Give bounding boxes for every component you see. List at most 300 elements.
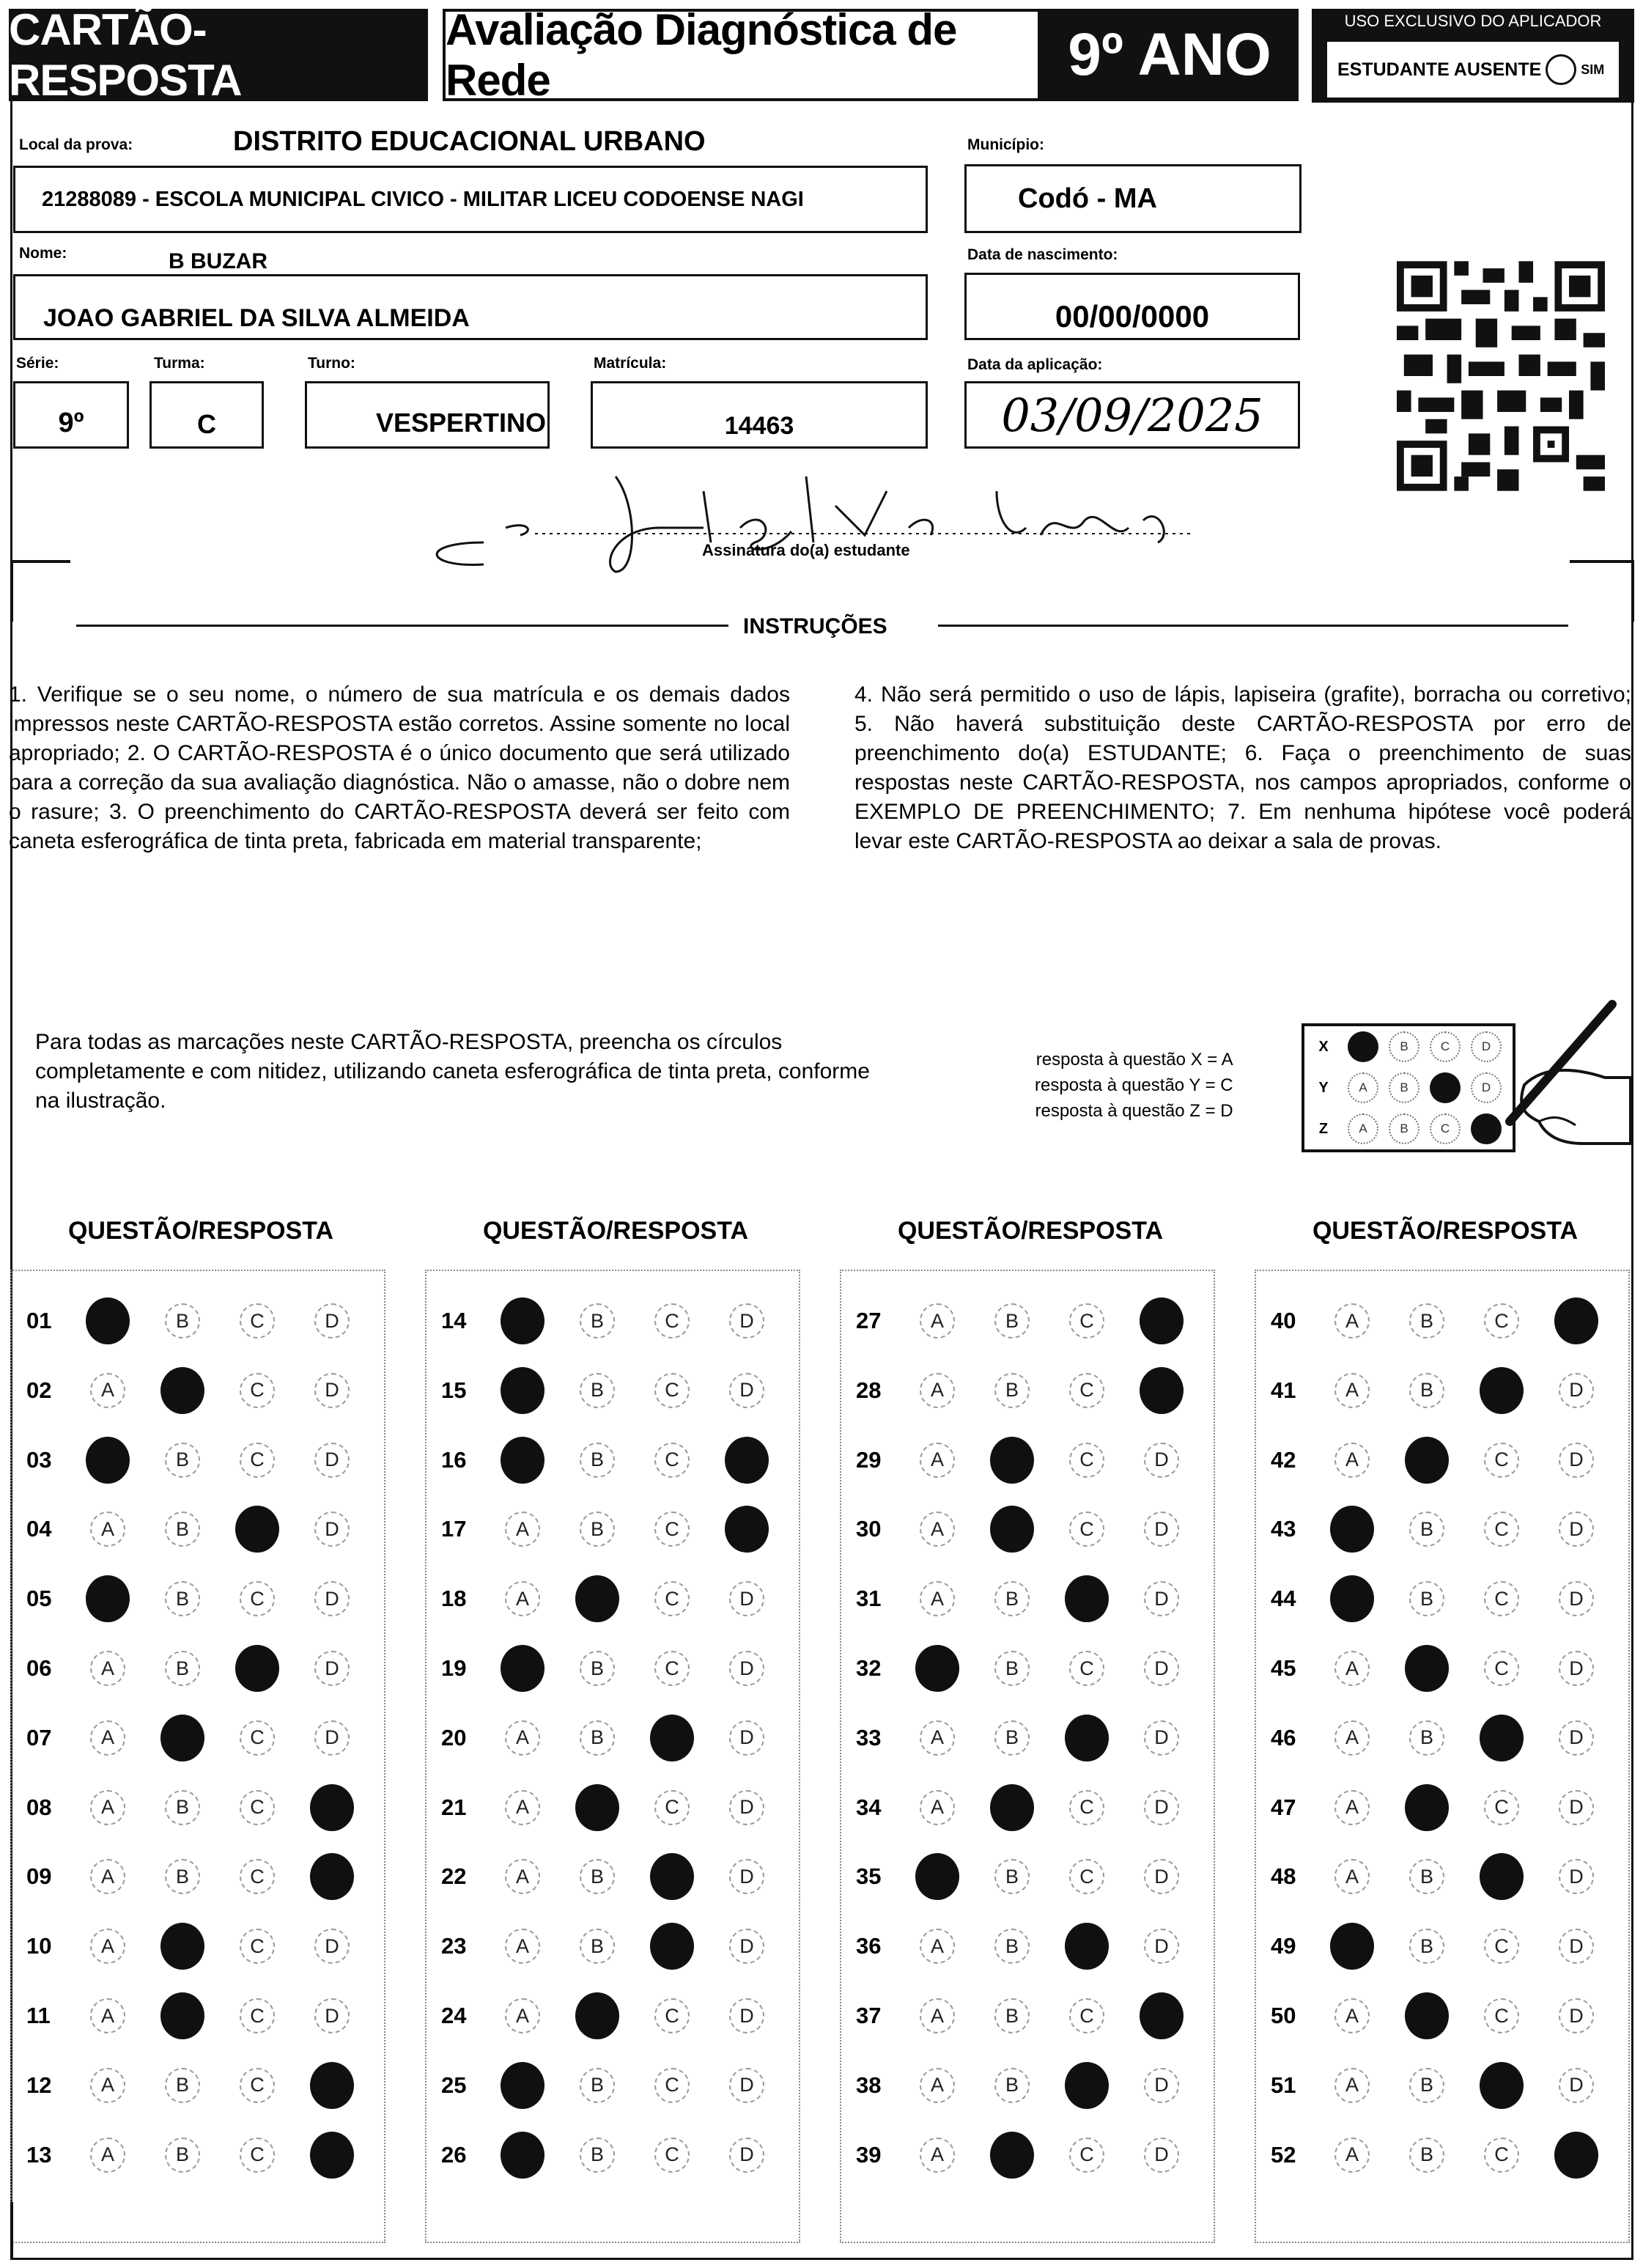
question-number: 08 xyxy=(26,1794,52,1820)
question-number: 03 xyxy=(26,1446,52,1473)
answer-bubble-b[interactable]: B xyxy=(1409,1581,1444,1616)
answer-bubble-b[interactable]: B xyxy=(580,1512,615,1547)
question-number: 44 xyxy=(1271,1586,1296,1612)
answer-bubble-a[interactable]: A xyxy=(1334,1720,1370,1756)
nome-field: JOAO GABRIEL DA SILVA ALMEIDA xyxy=(13,274,928,340)
answer-bubble-d[interactable]: D xyxy=(1144,1581,1179,1616)
absent-label: ESTUDANTE AUSENTE xyxy=(1337,59,1542,80)
answer-bubble-b[interactable]: B xyxy=(165,1651,200,1686)
answer-bubble-d[interactable]: D xyxy=(729,1859,764,1894)
answer-row xyxy=(441,1440,784,1481)
answer-bubble-d[interactable]: D xyxy=(1559,1859,1594,1894)
answer-bubble-d[interactable]: D xyxy=(729,1303,764,1339)
answer-bubble-c[interactable]: C xyxy=(240,1443,275,1478)
answer-bubble-c[interactable] xyxy=(1480,1715,1524,1761)
answer-bubble-a[interactable]: A xyxy=(90,1929,125,1964)
example-line-z: resposta à questão Z = D xyxy=(1035,1101,1233,1121)
answer-bubble-d[interactable]: D xyxy=(314,1581,350,1616)
answer-bubble-c[interactable] xyxy=(1065,1715,1109,1761)
example-bubble: D xyxy=(1471,1072,1502,1103)
answer-bubble-b[interactable] xyxy=(575,1575,619,1622)
question-number: 48 xyxy=(1271,1863,1296,1890)
answer-bubble-c[interactable]: C xyxy=(654,1443,690,1478)
answer-bubble-c[interactable]: C xyxy=(240,2138,275,2173)
question-number: 14 xyxy=(441,1308,467,1333)
answer-bubble-a[interactable]: A xyxy=(1334,1373,1370,1408)
answers-column-header: QUESTÃO/RESPOSTA xyxy=(67,1217,334,1245)
answer-row xyxy=(441,1370,784,1411)
answer-row xyxy=(441,1717,784,1759)
answer-row xyxy=(856,1856,1199,1897)
answer-bubble-d[interactable]: D xyxy=(729,1581,764,1616)
answer-bubble-b[interactable]: B xyxy=(165,1581,200,1616)
answer-bubble-b[interactable]: B xyxy=(165,1790,200,1825)
answer-row xyxy=(1271,1926,1614,1967)
question-number: 01 xyxy=(26,1308,52,1333)
answer-bubble-d[interactable]: D xyxy=(1144,1651,1179,1686)
question-number: 38 xyxy=(856,2072,882,2098)
answer-bubble-a[interactable]: A xyxy=(90,1512,125,1547)
answer-bubble-b[interactable]: B xyxy=(580,1859,615,1894)
answer-bubble-a[interactable]: A xyxy=(920,1998,955,2033)
answer-bubble-d[interactable] xyxy=(1140,1297,1184,1344)
answer-bubble-d[interactable]: D xyxy=(1559,1512,1594,1547)
answer-bubble-a[interactable] xyxy=(915,1645,959,1692)
answer-row xyxy=(1271,1995,1614,2036)
answer-bubble-a[interactable]: A xyxy=(505,1998,540,2033)
nome-label: Nome: xyxy=(19,245,67,262)
answer-row xyxy=(1271,1509,1614,1550)
answer-bubble-d[interactable]: D xyxy=(314,1929,350,1964)
answer-bubble-d[interactable]: D xyxy=(729,2068,764,2103)
answer-bubble-d[interactable]: D xyxy=(1559,1651,1594,1686)
answer-bubble-a[interactable]: A xyxy=(505,1512,540,1547)
answer-bubble-a[interactable]: A xyxy=(90,1859,125,1894)
answer-bubble-c[interactable]: C xyxy=(240,2068,275,2103)
question-number: 37 xyxy=(856,2003,882,2028)
answer-bubble-a[interactable]: A xyxy=(1334,1443,1370,1478)
answer-row xyxy=(441,1578,784,1619)
answer-bubble-c[interactable]: C xyxy=(654,2138,690,2173)
answer-row xyxy=(1271,2135,1614,2176)
answer-row xyxy=(1271,1717,1614,1759)
answer-bubble-a[interactable] xyxy=(1330,1575,1374,1622)
answer-bubble-a[interactable] xyxy=(501,1645,544,1692)
answer-row xyxy=(26,1787,369,1828)
answer-bubble-d[interactable]: D xyxy=(1559,1790,1594,1825)
answer-bubble-b[interactable] xyxy=(1405,1784,1449,1831)
answer-bubble-b[interactable]: B xyxy=(1409,2068,1444,2103)
answer-bubble-c[interactable] xyxy=(1065,2062,1109,2109)
answer-bubble-a[interactable] xyxy=(86,1297,130,1344)
answer-bubble-d[interactable]: D xyxy=(729,1720,764,1756)
answer-row xyxy=(856,1787,1199,1828)
answer-bubble-d[interactable]: D xyxy=(1144,2138,1179,2173)
answer-bubble-b[interactable] xyxy=(160,1367,204,1414)
answer-bubble-c[interactable]: C xyxy=(1484,1581,1519,1616)
answer-bubble-c[interactable]: C xyxy=(1069,1859,1104,1894)
answer-bubble-b[interactable]: B xyxy=(1409,1929,1444,1964)
answer-bubble-a[interactable]: A xyxy=(920,1443,955,1478)
answer-row xyxy=(26,1926,369,1967)
absent-checkbox[interactable] xyxy=(1546,54,1576,85)
example-bubble: A xyxy=(1348,1113,1378,1144)
answer-row xyxy=(856,1926,1199,1967)
answer-bubble-a[interactable] xyxy=(86,1437,130,1484)
answer-bubble-c[interactable] xyxy=(650,1853,694,1900)
answer-bubble-d[interactable]: D xyxy=(1559,1581,1594,1616)
answer-bubble-b[interactable] xyxy=(575,1784,619,1831)
answer-bubble-d[interactable] xyxy=(725,1437,769,1484)
question-number: 15 xyxy=(441,1377,467,1403)
answer-row xyxy=(856,2135,1199,2176)
question-number: 05 xyxy=(26,1586,52,1612)
absent-box xyxy=(1325,40,1621,100)
answer-row xyxy=(1271,1856,1614,1897)
answer-row xyxy=(26,1717,369,1759)
answer-row xyxy=(856,1995,1199,2036)
answer-row xyxy=(441,2135,784,2176)
serie-label: Série: xyxy=(16,355,59,372)
answer-bubble-a[interactable]: A xyxy=(1334,1790,1370,1825)
answer-bubble-c[interactable]: C xyxy=(654,1790,690,1825)
answer-bubble-b[interactable]: B xyxy=(165,1303,200,1339)
answer-bubble-c[interactable]: C xyxy=(1484,1929,1519,1964)
answer-bubble-c[interactable] xyxy=(1480,2062,1524,2109)
answer-bubble-b[interactable] xyxy=(990,1784,1034,1831)
answer-bubble-d[interactable]: D xyxy=(314,1720,350,1756)
answer-bubble-c[interactable]: C xyxy=(654,1581,690,1616)
answer-bubble-a[interactable]: A xyxy=(1334,2068,1370,2103)
answer-bubble-b[interactable]: B xyxy=(1409,1512,1444,1547)
answer-row xyxy=(441,2065,784,2106)
answer-bubble-c[interactable] xyxy=(1065,1923,1109,1970)
answer-bubble-c[interactable]: C xyxy=(654,1373,690,1408)
answer-bubble-c[interactable]: C xyxy=(1484,1303,1519,1339)
question-number: 52 xyxy=(1271,2141,1296,2168)
grade-badge: 9º ANO xyxy=(1041,9,1299,101)
answer-bubble-d[interactable]: D xyxy=(1144,2068,1179,2103)
answer-bubble-c[interactable]: C xyxy=(240,1720,275,1756)
answer-bubble-a[interactable]: A xyxy=(920,1581,955,1616)
answer-bubble-d[interactable]: D xyxy=(729,2138,764,2173)
answer-bubble-a[interactable]: A xyxy=(1334,1651,1370,1686)
answer-bubble-c[interactable]: C xyxy=(1484,2138,1519,2173)
answer-bubble-b[interactable]: B xyxy=(580,1443,615,1478)
answer-row xyxy=(856,1648,1199,1689)
answer-bubble-d[interactable] xyxy=(310,1784,354,1831)
answer-bubble-b[interactable]: B xyxy=(580,1929,615,1964)
answer-bubble-c[interactable]: C xyxy=(1069,1998,1104,2033)
question-number: 16 xyxy=(441,1446,467,1473)
example-row-label: Z xyxy=(1318,1120,1329,1137)
answer-bubble-d[interactable]: D xyxy=(1559,2068,1594,2103)
answer-bubble-a[interactable]: A xyxy=(90,2138,125,2173)
answer-bubble-d[interactable] xyxy=(1140,1367,1184,1414)
answer-bubble-a[interactable]: A xyxy=(90,1651,125,1686)
answer-bubble-a[interactable] xyxy=(1330,1506,1374,1553)
answer-bubble-c[interactable]: C xyxy=(1484,1998,1519,2033)
answer-bubble-d[interactable]: D xyxy=(314,1651,350,1686)
answer-bubble-b[interactable] xyxy=(160,1715,204,1761)
answer-bubble-c[interactable]: C xyxy=(240,1929,275,1964)
answer-bubble-b[interactable]: B xyxy=(994,1859,1030,1894)
answer-bubble-a[interactable]: A xyxy=(505,1859,540,1894)
matricula-field: 14463 xyxy=(591,381,928,449)
answer-bubble-a[interactable]: A xyxy=(920,1373,955,1408)
answer-bubble-a[interactable]: A xyxy=(90,1998,125,2033)
local-value: DISTRITO EDUCACIONAL URBANO xyxy=(233,126,706,157)
answer-bubble-d[interactable]: D xyxy=(314,1443,350,1478)
answer-bubble-b[interactable]: B xyxy=(1409,1373,1444,1408)
answer-row xyxy=(26,1509,369,1550)
example-bubble xyxy=(1348,1031,1378,1062)
answer-bubble-c[interactable]: C xyxy=(240,1303,275,1339)
answer-bubble-b[interactable]: B xyxy=(580,2138,615,2173)
answer-bubble-c[interactable] xyxy=(235,1645,279,1692)
answer-bubble-c[interactable]: C xyxy=(240,1998,275,2033)
answer-bubble-d[interactable] xyxy=(1140,1992,1184,2039)
question-number: 26 xyxy=(441,2141,467,2168)
answer-bubble-b[interactable]: B xyxy=(165,1512,200,1547)
answer-bubble-b[interactable] xyxy=(990,2132,1034,2179)
answer-bubble-b[interactable] xyxy=(990,1437,1034,1484)
example-bubble: A xyxy=(1348,1072,1378,1103)
answer-bubble-a[interactable]: A xyxy=(920,2138,955,2173)
instr-rule-right xyxy=(938,625,1568,627)
answer-bubble-d[interactable]: D xyxy=(729,1651,764,1686)
answer-bubble-b[interactable]: B xyxy=(994,1581,1030,1616)
example-bubble: B xyxy=(1389,1113,1419,1144)
answer-bubble-a[interactable]: A xyxy=(1334,1859,1370,1894)
answer-bubble-d[interactable] xyxy=(725,1506,769,1553)
answer-bubble-c[interactable]: C xyxy=(1069,1303,1104,1339)
answer-bubble-c[interactable]: C xyxy=(1069,1790,1104,1825)
answer-bubble-d[interactable]: D xyxy=(1144,1512,1179,1547)
answer-bubble-b[interactable]: B xyxy=(994,1998,1030,2033)
answer-bubble-d[interactable]: D xyxy=(1559,1929,1594,1964)
answer-bubble-b[interactable] xyxy=(1405,1437,1449,1484)
answer-bubble-a[interactable] xyxy=(501,2062,544,2109)
answer-bubble-c[interactable] xyxy=(1480,1367,1524,1414)
answer-bubble-d[interactable]: D xyxy=(314,1512,350,1547)
answer-bubble-d[interactable]: D xyxy=(1144,1929,1179,1964)
answer-bubble-d[interactable]: D xyxy=(314,1373,350,1408)
question-number: 47 xyxy=(1271,1794,1296,1820)
question-number: 31 xyxy=(856,1586,882,1612)
answer-bubble-d[interactable]: D xyxy=(1559,1373,1594,1408)
answers-column-header: QUESTÃO/RESPOSTA xyxy=(897,1217,1164,1245)
example-bubble: C xyxy=(1430,1031,1461,1062)
answer-bubble-d[interactable]: D xyxy=(729,1998,764,2033)
answer-bubble-d[interactable]: D xyxy=(1559,1720,1594,1756)
school-field: 21288089 - ESCOLA MUNICIPAL CIVICO - MILITAR LICEU CODOENSE NAGI xyxy=(13,166,928,233)
answer-bubble-b[interactable] xyxy=(1405,1645,1449,1692)
answer-bubble-b[interactable]: B xyxy=(165,2138,200,2173)
evaluation-title: Avaliação Diagnóstica de Rede xyxy=(443,9,1041,101)
qr-code-icon xyxy=(1397,261,1605,491)
answer-bubble-c[interactable]: C xyxy=(1069,1443,1104,1478)
answer-bubble-d[interactable]: D xyxy=(1144,1443,1179,1478)
answer-bubble-b[interactable]: B xyxy=(994,1720,1030,1756)
answer-bubble-b[interactable]: B xyxy=(994,2068,1030,2103)
applicator-title: USO EXCLUSIVO DO APLICADOR xyxy=(1344,12,1602,30)
answer-row xyxy=(441,1995,784,2036)
answer-bubble-b[interactable]: B xyxy=(1409,2138,1444,2173)
answer-bubble-a[interactable]: A xyxy=(1334,2138,1370,2173)
answer-bubble-b[interactable]: B xyxy=(580,1651,615,1686)
answer-row xyxy=(441,1509,784,1550)
answer-bubble-c[interactable]: C xyxy=(654,1512,690,1547)
answer-bubble-b[interactable]: B xyxy=(165,1443,200,1478)
answer-bubble-a[interactable]: A xyxy=(90,1790,125,1825)
answer-bubble-c[interactable]: C xyxy=(240,1373,275,1408)
instructions-left: 1. Verifique se o seu nome, o número de sua matrícula e os demais dados impressos neste CARTÃO-RESPOSTA estão corretos. Assine somente no local apropriado; 2. O CARTÃO-RESPOSTA é o único documento que será utilizado para a correção da sua avaliação diagnóstica. Não o amasse, não o dobre nem o rasure; 3. O preenchimento do CARTÃO-RESPOSTA deverá ser feito com caneta esferográfica de tinta preta, fabricada em material transparente; xyxy=(9,682,790,853)
question-number: 33 xyxy=(856,1724,882,1750)
answer-bubble-d[interactable]: D xyxy=(729,1790,764,1825)
answer-bubble-b[interactable]: B xyxy=(165,2068,200,2103)
answer-bubble-a[interactable]: A xyxy=(1334,1998,1370,2033)
answer-bubble-a[interactable] xyxy=(501,1297,544,1344)
answer-bubble-b[interactable] xyxy=(990,1506,1034,1553)
answer-bubble-a[interactable]: A xyxy=(505,1581,540,1616)
answer-row xyxy=(1271,1648,1614,1689)
answer-bubble-b[interactable]: B xyxy=(1409,1720,1444,1756)
question-number: 19 xyxy=(441,1655,467,1681)
answer-bubble-a[interactable]: A xyxy=(505,1790,540,1825)
answer-bubble-c[interactable]: C xyxy=(240,1859,275,1894)
answer-bubble-b[interactable]: B xyxy=(994,1929,1030,1964)
answers-column-header: QUESTÃO/RESPOSTA xyxy=(1312,1217,1579,1245)
answer-bubble-c[interactable]: C xyxy=(1069,1373,1104,1408)
answer-bubble-b[interactable] xyxy=(160,1923,204,1970)
local-label: Local da prova: xyxy=(19,136,133,153)
answer-bubble-d[interactable] xyxy=(310,2062,354,2109)
answer-bubble-b[interactable]: B xyxy=(165,1859,200,1894)
answer-bubble-c[interactable]: C xyxy=(240,1581,275,1616)
signature-label: Assinatura do(a) estudante xyxy=(702,541,910,559)
answer-bubble-c[interactable]: C xyxy=(1069,1651,1104,1686)
nome-extra: B BUZAR xyxy=(169,249,267,273)
question-number: 50 xyxy=(1271,2003,1296,2028)
answer-row xyxy=(1271,2065,1614,2106)
aplicacao-field: 03/09/2025 xyxy=(964,381,1300,449)
absent-yes-label: SIM xyxy=(1581,62,1605,77)
answer-bubble-d[interactable] xyxy=(1554,2132,1598,2179)
turma-label: Turma: xyxy=(154,355,205,372)
answer-bubble-b[interactable]: B xyxy=(580,1303,615,1339)
answer-bubble-d[interactable]: D xyxy=(1144,1720,1179,1756)
answer-bubble-a[interactable]: A xyxy=(1334,1303,1370,1339)
answer-bubble-c[interactable] xyxy=(650,1923,694,1970)
answer-bubble-c[interactable] xyxy=(650,1715,694,1761)
answer-bubble-a[interactable]: A xyxy=(920,1512,955,1547)
answer-bubble-d[interactable]: D xyxy=(1144,1859,1179,1894)
answer-bubble-c[interactable]: C xyxy=(1069,1512,1104,1547)
example-line-x: resposta à questão X = A xyxy=(1035,1050,1233,1069)
corner-top-left xyxy=(10,560,70,622)
answer-bubble-d[interactable] xyxy=(310,1853,354,1900)
answer-row xyxy=(856,1578,1199,1619)
answer-bubble-a[interactable] xyxy=(915,1853,959,1900)
answer-bubble-b[interactable]: B xyxy=(580,1373,615,1408)
answer-bubble-a[interactable] xyxy=(86,1575,130,1622)
answer-bubble-b[interactable]: B xyxy=(1409,1303,1444,1339)
answer-bubble-a[interactable]: A xyxy=(920,1720,955,1756)
answer-row xyxy=(1271,1370,1614,1411)
answer-bubble-d[interactable]: D xyxy=(729,1929,764,1964)
answer-bubble-a[interactable]: A xyxy=(90,1373,125,1408)
answer-bubble-b[interactable]: B xyxy=(994,1651,1030,1686)
answer-bubble-d[interactable]: D xyxy=(729,1373,764,1408)
answer-bubble-a[interactable]: A xyxy=(90,2068,125,2103)
answer-bubble-b[interactable]: B xyxy=(1409,1859,1444,1894)
answer-bubble-c[interactable]: C xyxy=(240,1790,275,1825)
answer-row xyxy=(1271,1578,1614,1619)
question-number: 39 xyxy=(856,2141,882,2168)
answer-bubble-b[interactable] xyxy=(160,1992,204,2039)
answer-bubble-d[interactable] xyxy=(1554,1297,1598,1344)
turno-label: Turno: xyxy=(308,355,355,372)
answer-bubble-d[interactable]: D xyxy=(1559,1443,1594,1478)
answer-bubble-c[interactable]: C xyxy=(1484,1790,1519,1825)
answer-bubble-b[interactable]: B xyxy=(580,1720,615,1756)
answer-bubble-c[interactable]: C xyxy=(1484,1443,1519,1478)
question-number: 36 xyxy=(856,1933,882,1959)
answer-bubble-d[interactable]: D xyxy=(314,1998,350,2033)
answer-bubble-c[interactable]: C xyxy=(654,1998,690,2033)
answer-row xyxy=(26,1648,369,1689)
answer-bubble-c[interactable] xyxy=(1065,1575,1109,1622)
answer-bubble-a[interactable] xyxy=(501,1367,544,1414)
answer-bubble-c[interactable]: C xyxy=(654,2068,690,2103)
answer-bubble-a[interactable]: A xyxy=(505,1929,540,1964)
answer-bubble-d[interactable] xyxy=(310,2132,354,2179)
answer-bubble-a[interactable]: A xyxy=(505,1720,540,1756)
answer-bubble-b[interactable]: B xyxy=(994,1373,1030,1408)
answer-bubble-d[interactable]: D xyxy=(1144,1790,1179,1825)
answer-bubble-c[interactable]: C xyxy=(654,1303,690,1339)
answer-row xyxy=(856,1370,1199,1411)
example-legend xyxy=(1035,1047,1233,1124)
answer-bubble-c[interactable]: C xyxy=(1069,2138,1104,2173)
answer-bubble-d[interactable]: D xyxy=(314,1303,350,1339)
question-number: 09 xyxy=(26,1863,52,1890)
answer-row xyxy=(856,1300,1199,1341)
answer-bubble-b[interactable] xyxy=(1405,1992,1449,2039)
answer-row xyxy=(856,1717,1199,1759)
question-number: 28 xyxy=(856,1377,882,1403)
answer-bubble-a[interactable] xyxy=(501,1437,544,1484)
answer-bubble-c[interactable] xyxy=(235,1506,279,1553)
answer-bubble-a[interactable] xyxy=(501,2132,544,2179)
answer-bubble-a[interactable]: A xyxy=(920,2068,955,2103)
answer-bubble-a[interactable]: A xyxy=(920,1303,955,1339)
answer-bubble-c[interactable]: C xyxy=(654,1651,690,1686)
answer-bubble-c[interactable] xyxy=(1480,1853,1524,1900)
answer-bubble-b[interactable] xyxy=(575,1992,619,2039)
answer-bubble-a[interactable]: A xyxy=(920,1790,955,1825)
answer-bubble-c[interactable]: C xyxy=(1484,1651,1519,1686)
answer-bubble-a[interactable]: A xyxy=(920,1929,955,1964)
answer-bubble-d[interactable]: D xyxy=(1559,1998,1594,2033)
question-number: 40 xyxy=(1271,1308,1296,1333)
answer-bubble-b[interactable]: B xyxy=(994,1303,1030,1339)
answer-bubble-b[interactable]: B xyxy=(580,2068,615,2103)
answer-bubble-c[interactable]: C xyxy=(1484,1512,1519,1547)
answer-bubble-a[interactable]: A xyxy=(90,1720,125,1756)
answer-bubble-a[interactable] xyxy=(1330,1923,1374,1970)
